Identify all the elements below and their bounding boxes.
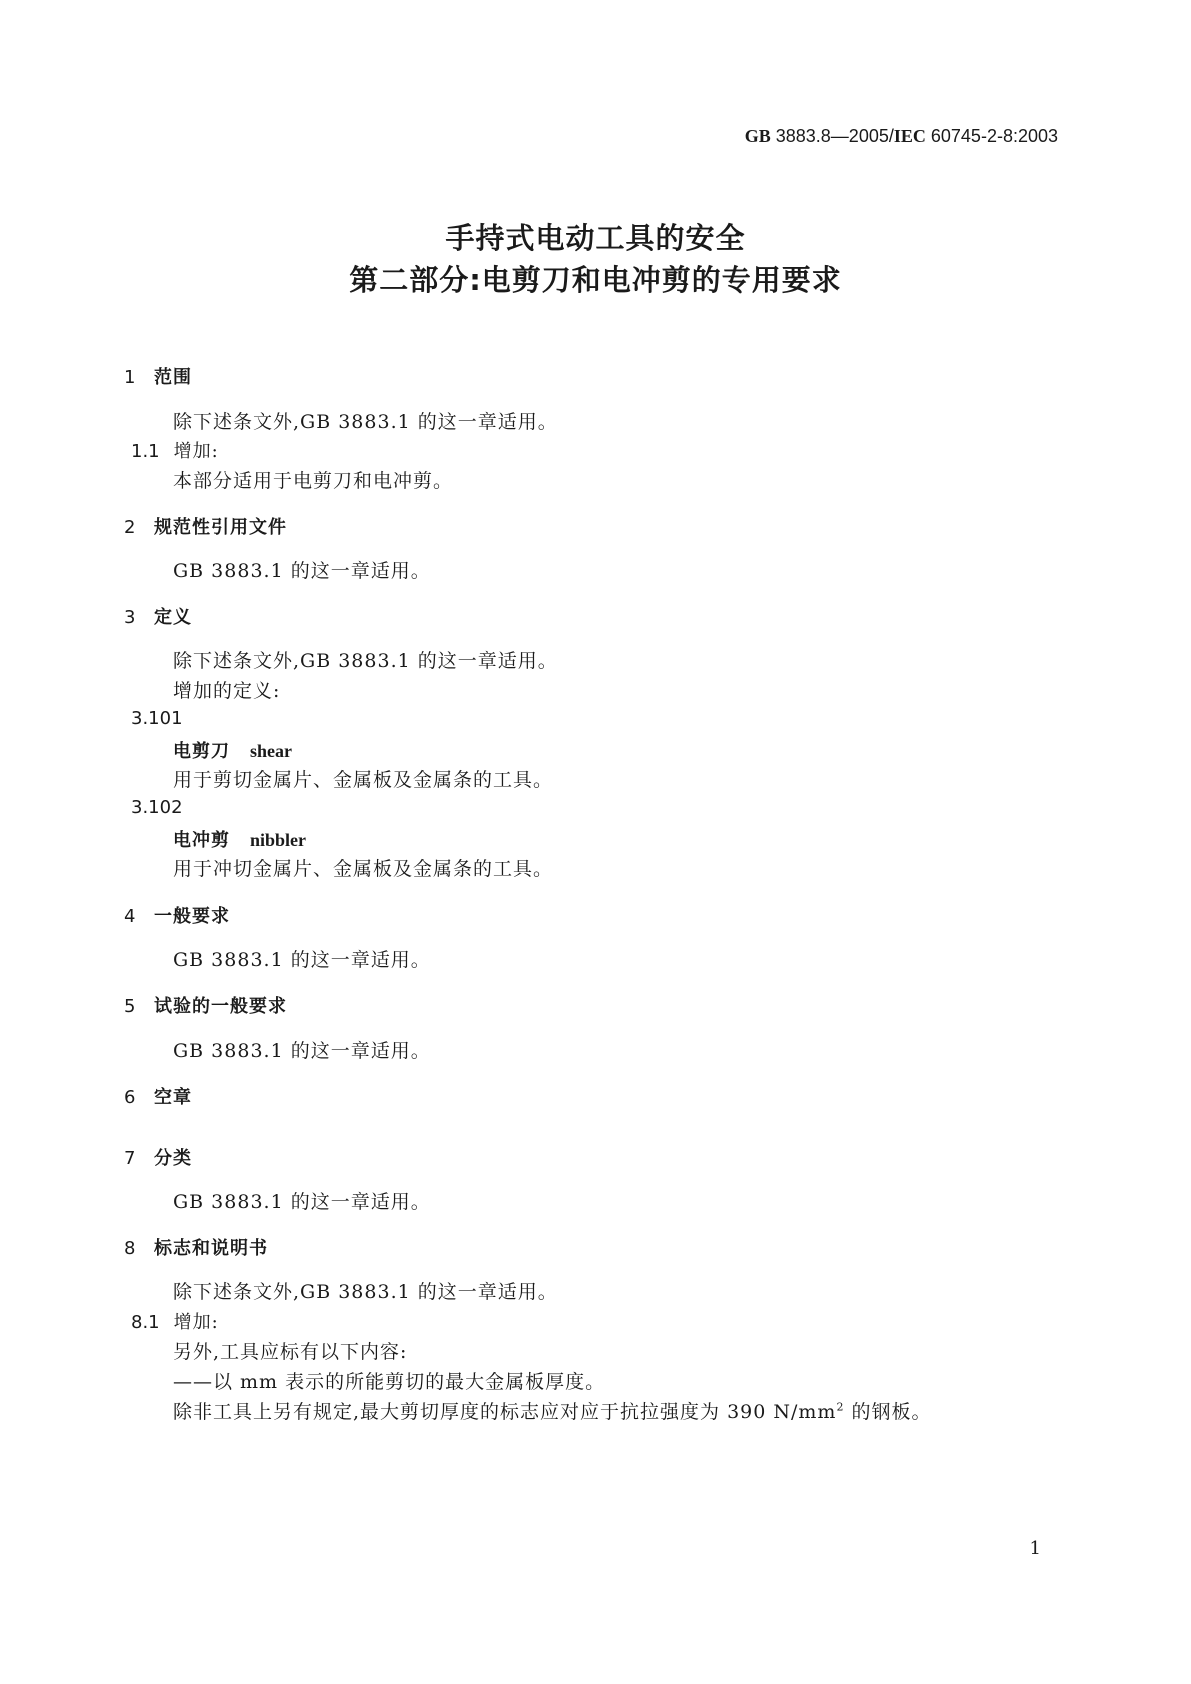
section-2-heading: 2 规范性引用文件 xyxy=(124,517,287,538)
section-3-heading: 3 定义 xyxy=(124,607,192,628)
section-8-text: 除下述条文外,GB 3883.1 的这一章适用。 xyxy=(173,1281,558,1303)
clause-3-102-number: 3.102 xyxy=(131,797,183,818)
page-number: 1 xyxy=(1029,1538,1041,1559)
section-7-text: GB 3883.1 的这一章适用。 xyxy=(173,1191,431,1213)
clause-1-1-text: 本部分适用于电剪刀和电冲剪。 xyxy=(173,470,454,492)
term-nibbler: 电冲剪 nibbler xyxy=(173,830,307,851)
clause-8-1-text-2: ——以 mm 表示的所能剪切的最大金属板厚度。 xyxy=(173,1371,606,1393)
standard-header: GB 3883.8—2005/IEC 60745-2-8:2003 xyxy=(744,126,1058,146)
section-7-heading: 7 分类 xyxy=(124,1148,192,1169)
doc-title-line1: 手持式电动工具的安全 xyxy=(445,221,746,255)
term-nibbler-definition: 用于冲切金属片、金属板及金属条的工具。 xyxy=(173,858,554,880)
term-shear-definition: 用于剪切金属片、金属板及金属条的工具。 xyxy=(173,769,554,791)
term-shear: 电剪刀 shear xyxy=(173,741,292,762)
section-1-text: 除下述条文外,GB 3883.1 的这一章适用。 xyxy=(173,411,558,433)
section-5-heading: 5 试验的一般要求 xyxy=(124,996,287,1017)
clause-1-1: 1.1 增加: xyxy=(131,441,219,462)
section-5-text: GB 3883.1 的这一章适用。 xyxy=(173,1040,431,1062)
section-6-heading: 6 空章 xyxy=(124,1087,192,1108)
clause-8-1-text-3: 除非工具上另有规定,最大剪切厚度的标志应对应于抗拉强度为 390 $N/mm^2$ 的钢板。 xyxy=(173,1400,932,1423)
section-2-text: GB 3883.1 的这一章适用。 xyxy=(173,560,431,582)
clause-8-1-text-1: 另外,工具应标有以下内容: xyxy=(173,1341,408,1363)
section-4-heading: 4 一般要求 xyxy=(124,906,230,927)
section-3-text: 除下述条文外,GB 3883.1 的这一章适用。 xyxy=(173,650,558,672)
section-1-heading: 1 范围 xyxy=(124,367,192,388)
section-4-text: GB 3883.1 的这一章适用。 xyxy=(173,949,431,971)
clause-8-1: 8.1 增加: xyxy=(131,1312,219,1333)
section-3-added-defs: 增加的定义: xyxy=(173,680,281,702)
section-8-heading: 8 标志和说明书 xyxy=(124,1238,268,1259)
clause-3-101-number: 3.101 xyxy=(131,708,183,729)
doc-title-line2: 第二部分:电剪刀和电冲剪的专用要求 xyxy=(349,263,842,297)
